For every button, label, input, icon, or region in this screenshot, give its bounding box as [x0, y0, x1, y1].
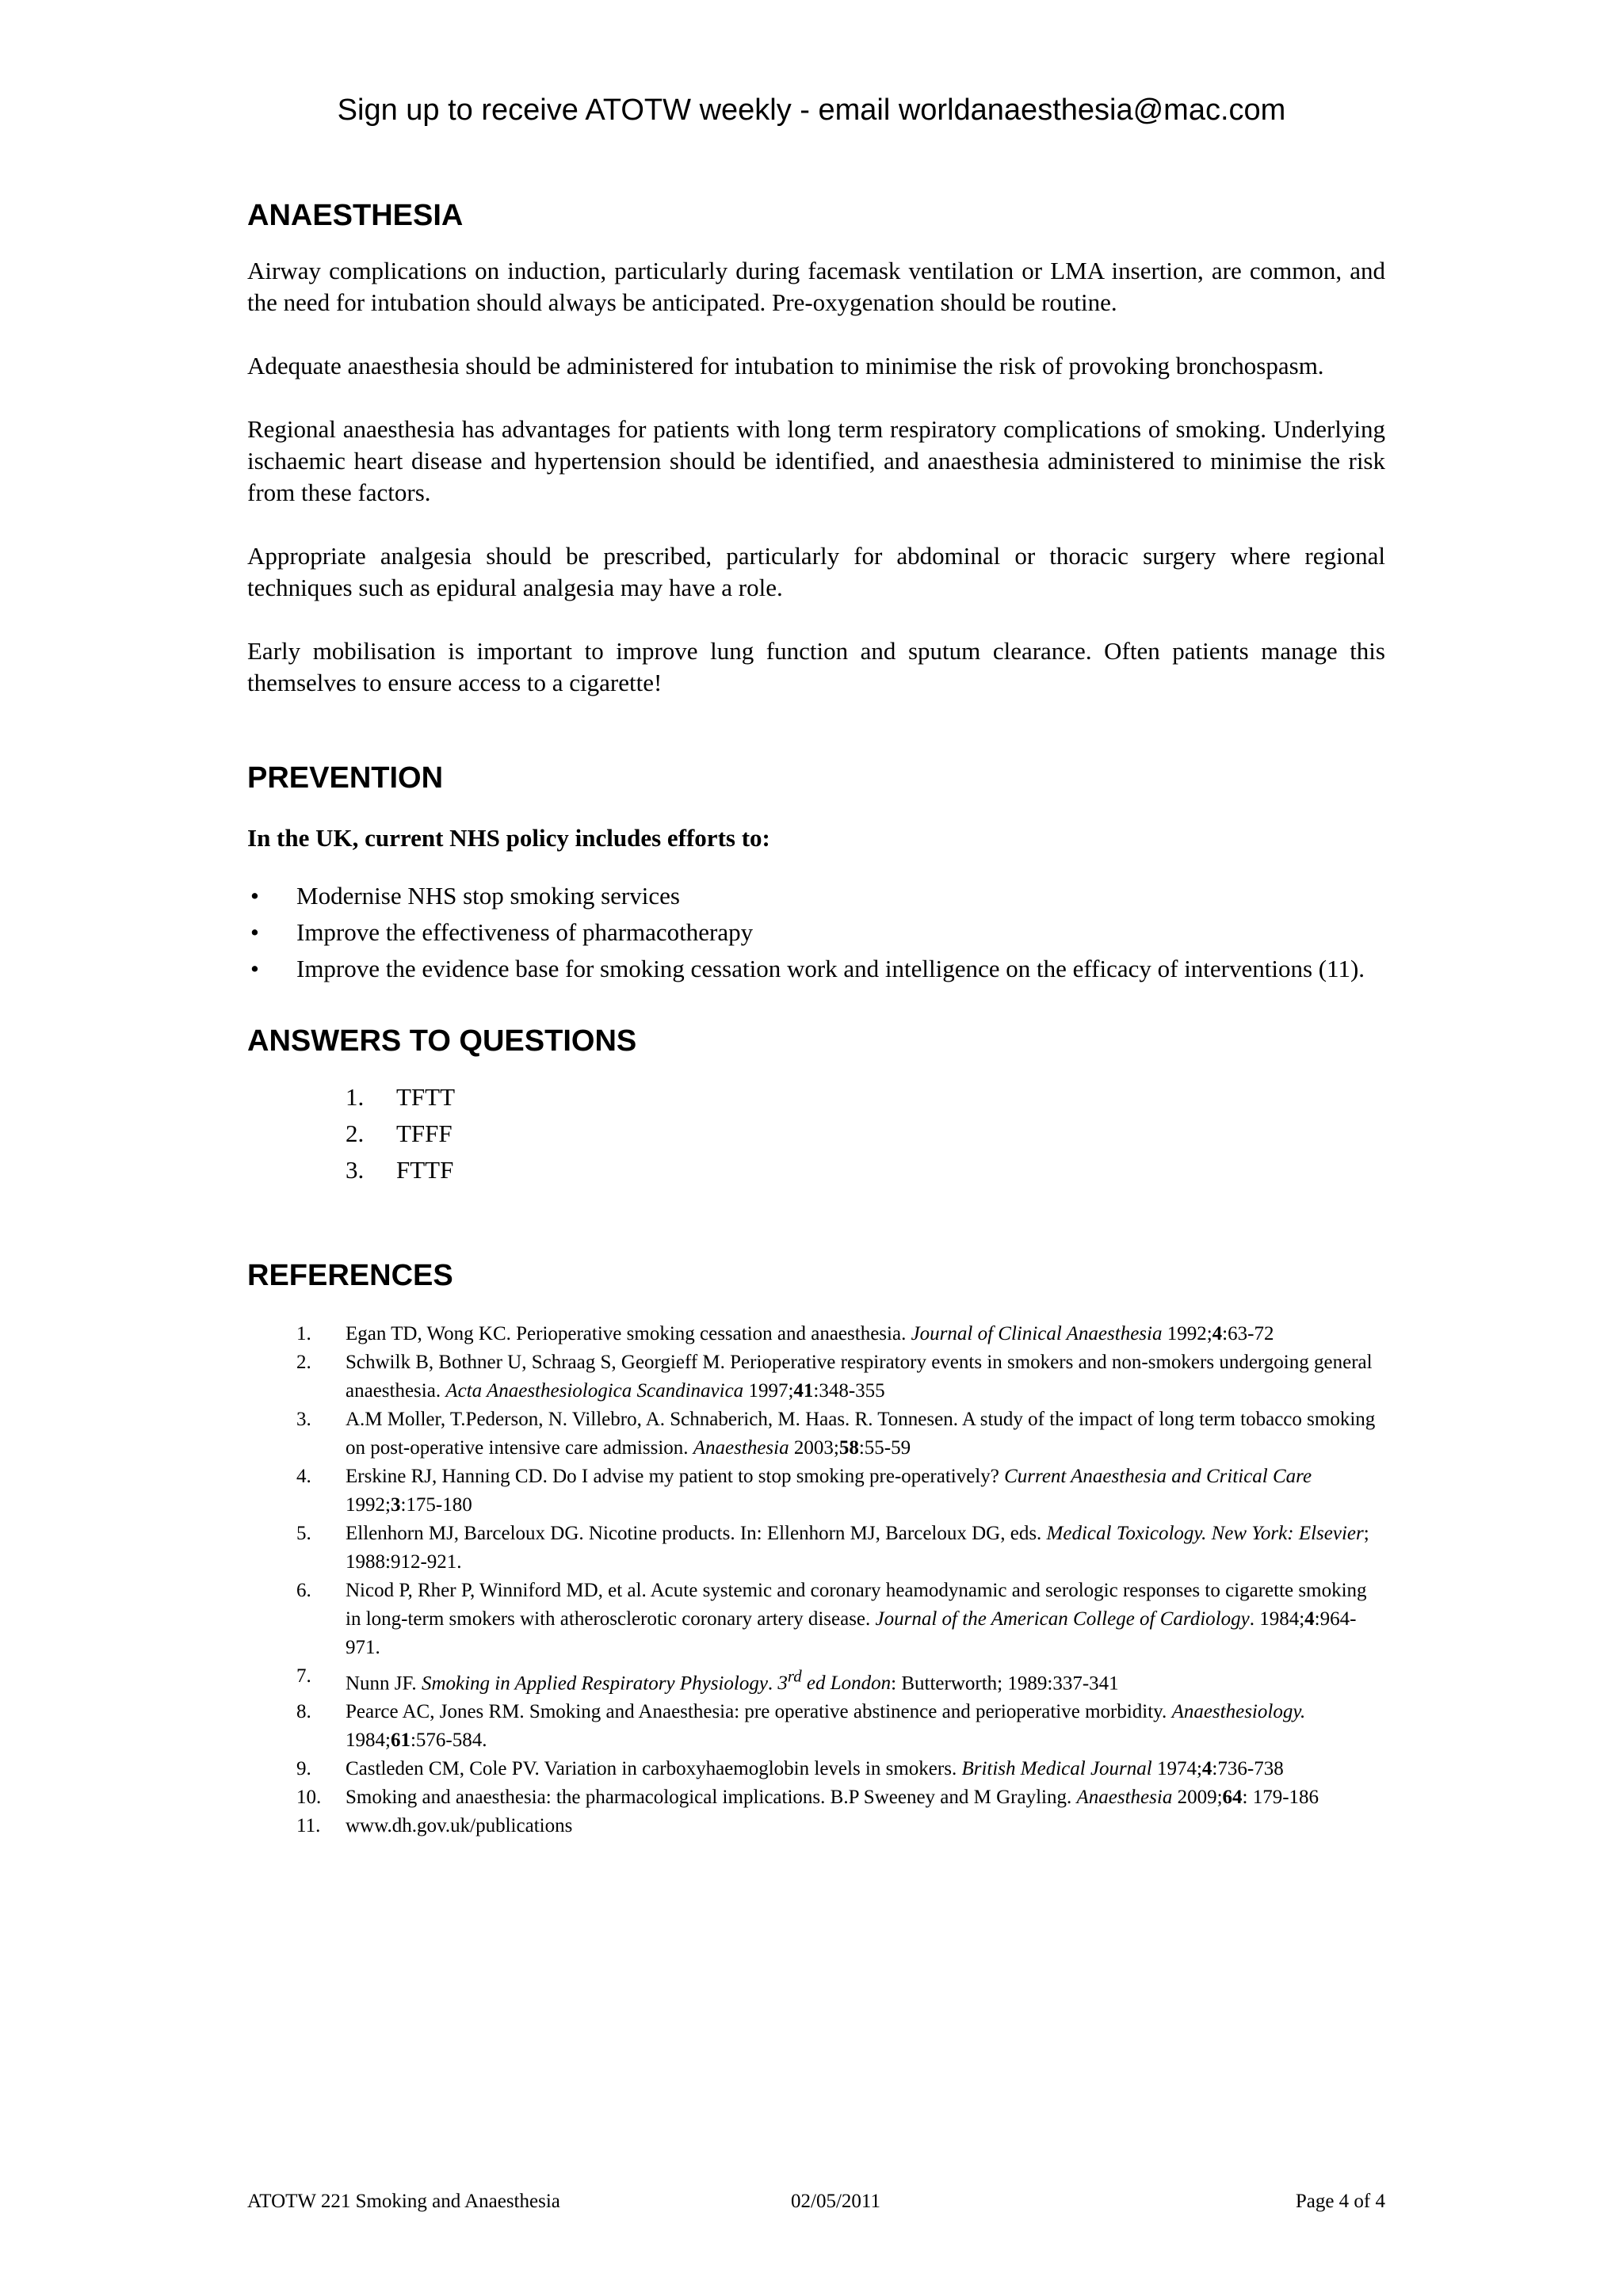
reference-pages: :576-584.: [410, 1730, 487, 1752]
page-content: [247, 193, 1385, 1840]
reference-volume: 41: [793, 1380, 814, 1402]
reference-number: 4.: [296, 1466, 311, 1487]
bullet-icon: •: [250, 882, 259, 910]
footer-date: 02/05/2011: [791, 2191, 880, 2212]
section-heading-answers: ANSWERS TO QUESTIONS: [247, 1024, 637, 1058]
reference-number: 2.: [296, 1352, 311, 1373]
reference-item: [247, 1577, 1385, 1662]
reference-journal: Medical Toxicology. New York: Elsevier: [1046, 1523, 1364, 1544]
bullet-icon: •: [250, 918, 259, 946]
reference-year: 2003;: [789, 1437, 839, 1459]
list-item: [346, 1116, 1385, 1152]
reference-edition: 3: [777, 1672, 788, 1695]
reference-item: [247, 1320, 1385, 1348]
reference-text: Schwilk B, Bothner U, Schraag S, Georgieff M. Perioperative respiratory events in smokers and non-smokers undergoing general anaesthesia.: [346, 1352, 1373, 1402]
reference-item: [247, 1783, 1385, 1812]
reference-text: Nicod P, Rher P, Winniford MD, et al. Acute systemic and coronary heamodynamic and serologic responses to cigarette smoking in long-term smokers with atherosclerotic coronary artery disease.: [346, 1580, 1367, 1630]
list-item: [346, 1152, 1385, 1188]
reference-journal: Anaesthesiology.: [1171, 1701, 1306, 1723]
section-heading-anaesthesia: ANAESTHESIA: [247, 199, 464, 232]
list-item-text: Improve the effectiveness of pharmacotherapy: [296, 918, 754, 946]
footer-document-title: ATOTW 221 Smoking and Anaesthesia: [247, 2191, 560, 2212]
reference-number: 1.: [296, 1323, 311, 1344]
prevention-bullet-list: [247, 878, 1385, 987]
list-item: [346, 1079, 1385, 1116]
reference-journal: British Medical Journal: [961, 1758, 1152, 1780]
reference-number: 7.: [296, 1665, 311, 1687]
references-list: [247, 1320, 1385, 1840]
reference-pages: :736-738: [1212, 1758, 1284, 1780]
reference-number: 6.: [296, 1580, 311, 1601]
list-item: [247, 951, 1385, 987]
reference-edition-suffix: rd: [787, 1667, 802, 1686]
reference-volume: 64: [1222, 1787, 1243, 1809]
list-item-number: 3.: [346, 1156, 365, 1184]
reference-text: Smoking and anaesthesia: the pharmacological implications. B.P Sweeney and M Grayling.: [346, 1787, 1077, 1809]
reference-item: [247, 1698, 1385, 1755]
reference-text: Nunn JF.: [346, 1672, 422, 1695]
reference-link-text: www.dh.gov.uk/publications: [346, 1815, 573, 1837]
reference-number: 5.: [296, 1523, 311, 1544]
reference-item: [247, 1348, 1385, 1405]
list-item-text: TFFF: [396, 1119, 453, 1147]
reference-volume: 3: [390, 1494, 401, 1516]
reference-item: [247, 1405, 1385, 1463]
list-item-number: 2.: [346, 1119, 365, 1147]
reference-journal: Acta Anaesthesiologica Scandinavica: [445, 1380, 744, 1402]
paragraph: Regional anaesthesia has advantages for patients with long term respiratory complications of smoking. Underlying ischaemic heart disease and hypertension should be identified, and anaesthesia administered to minimise the risk from these factors.: [247, 415, 1385, 506]
reference-journal: Anaesthesia: [693, 1437, 789, 1459]
reference-item: [247, 1755, 1385, 1783]
reference-volume: 4: [1201, 1758, 1212, 1780]
footer-page-number: Page 4 of 4: [1295, 2191, 1385, 2212]
section-heading-prevention: PREVENTION: [247, 761, 444, 795]
reference-year: . 1984;: [1249, 1608, 1305, 1630]
reference-journal: Anaesthesia: [1076, 1787, 1173, 1809]
reference-number: 3.: [296, 1409, 311, 1430]
reference-pages: :348-355: [813, 1380, 885, 1402]
reference-number: 11.: [296, 1815, 321, 1837]
reference-number: 9.: [296, 1758, 311, 1780]
reference-text: A.M Moller, T.Pederson, N. Villebro, A. Schnaberich, M. Haas. R. Tonnesen. A study of the impact of long term tobacco smoking on post-operative intensive care admission.: [346, 1409, 1376, 1459]
reference-text: Erskine RJ, Hanning CD. Do I advise my patient to stop smoking pre-operatively?: [346, 1466, 1005, 1487]
reference-year: 1984;: [346, 1730, 391, 1752]
reference-text: Egan TD, Wong KC. Perioperative smoking cessation and anaesthesia.: [346, 1323, 911, 1344]
reference-text: Ellenhorn MJ, Barceloux DG. Nicotine products. In: Ellenhorn MJ, Barceloux DG, eds.: [346, 1523, 1047, 1544]
reference-pages: : Butterworth; 1989:337-341: [891, 1672, 1119, 1695]
reference-journal: Journal of Clinical Anaesthesia: [911, 1323, 1163, 1344]
reference-volume: 4: [1304, 1608, 1315, 1630]
paragraph: Early mobilisation is important to improve lung function and sputum clearance. Often patients manage this themselves to ensure access to a cigarette!: [247, 637, 1385, 696]
paragraph: Airway complications on induction, particularly during facemask ventilation or LMA insertion, are common, and the need for intubation should always be anticipated. Pre-oxygenation should be routine.: [247, 257, 1385, 316]
reference-text: Castleden CM, Cole PV. Variation in carboxyhaemoglobin levels in smokers.: [346, 1758, 962, 1780]
reference-journal: Current Anaesthesia and Critical Care: [1004, 1466, 1312, 1487]
reference-volume: 4: [1212, 1323, 1223, 1344]
reference-pages: :175-180: [400, 1494, 472, 1516]
section-heading-references: REFERENCES: [247, 1259, 453, 1292]
reference-volume: 58: [838, 1437, 859, 1459]
list-item: [247, 878, 1385, 914]
reference-pages: :63-72: [1222, 1323, 1274, 1344]
reference-year: ; 1988:912-921.: [346, 1523, 1369, 1573]
reference-item: [247, 1520, 1385, 1577]
prevention-lead: In the UK, current NHS policy includes efforts to:: [247, 824, 770, 852]
reference-number: 8.: [296, 1701, 311, 1723]
reference-pages: :964-971.: [346, 1608, 1357, 1658]
list-item-text: Modernise NHS stop smoking services: [296, 882, 680, 910]
paragraph: Adequate anaesthesia should be administered for intubation to minimise the risk of provoking bronchospasm.: [247, 352, 1324, 379]
paragraph: Appropriate analgesia should be prescribed, particularly for abdominal or thoracic surgery where regional techniques such as epidural analgesia may have a role.: [247, 542, 1385, 601]
list-item-text: TFTT: [396, 1083, 456, 1111]
reference-pages: : 179-186: [1242, 1787, 1319, 1809]
reference-year: 2009;: [1172, 1787, 1223, 1809]
reference-volume: 61: [390, 1730, 411, 1752]
answers-list: [247, 1079, 1385, 1188]
reference-pages: :55-59: [858, 1437, 911, 1459]
reference-year: 1992;: [346, 1494, 391, 1516]
page-header-banner: Sign up to receive ATOTW weekly - email worldanaesthesia@mac.com: [337, 93, 1286, 127]
list-item-number: 1.: [346, 1083, 365, 1111]
reference-year: 1974;: [1151, 1758, 1202, 1780]
reference-separator: .: [767, 1672, 778, 1695]
reference-item: [247, 1662, 1385, 1698]
reference-year: 1997;: [743, 1380, 794, 1402]
list-item-text: Improve the evidence base for smoking cessation work and intelligence on the efficacy of interventions (11).: [296, 955, 1365, 982]
reference-text: Pearce AC, Jones RM. Smoking and Anaesthesia: pre operative abstinence and perioperative morbidity.: [346, 1701, 1172, 1723]
list-item-text: FTTF: [396, 1156, 454, 1184]
bullet-icon: •: [250, 955, 259, 982]
reference-journal: Journal of the American College of Cardiology: [875, 1608, 1250, 1630]
reference-edition-place: ed London: [801, 1672, 892, 1695]
page-footer: [247, 2191, 1385, 2222]
list-item: [247, 914, 1385, 951]
reference-item: [247, 1463, 1385, 1520]
reference-number: 10.: [296, 1787, 322, 1809]
reference-item: [247, 1812, 1385, 1840]
reference-year: 1992;: [1162, 1323, 1212, 1344]
reference-journal: Smoking in Applied Respiratory Physiology: [421, 1672, 768, 1695]
